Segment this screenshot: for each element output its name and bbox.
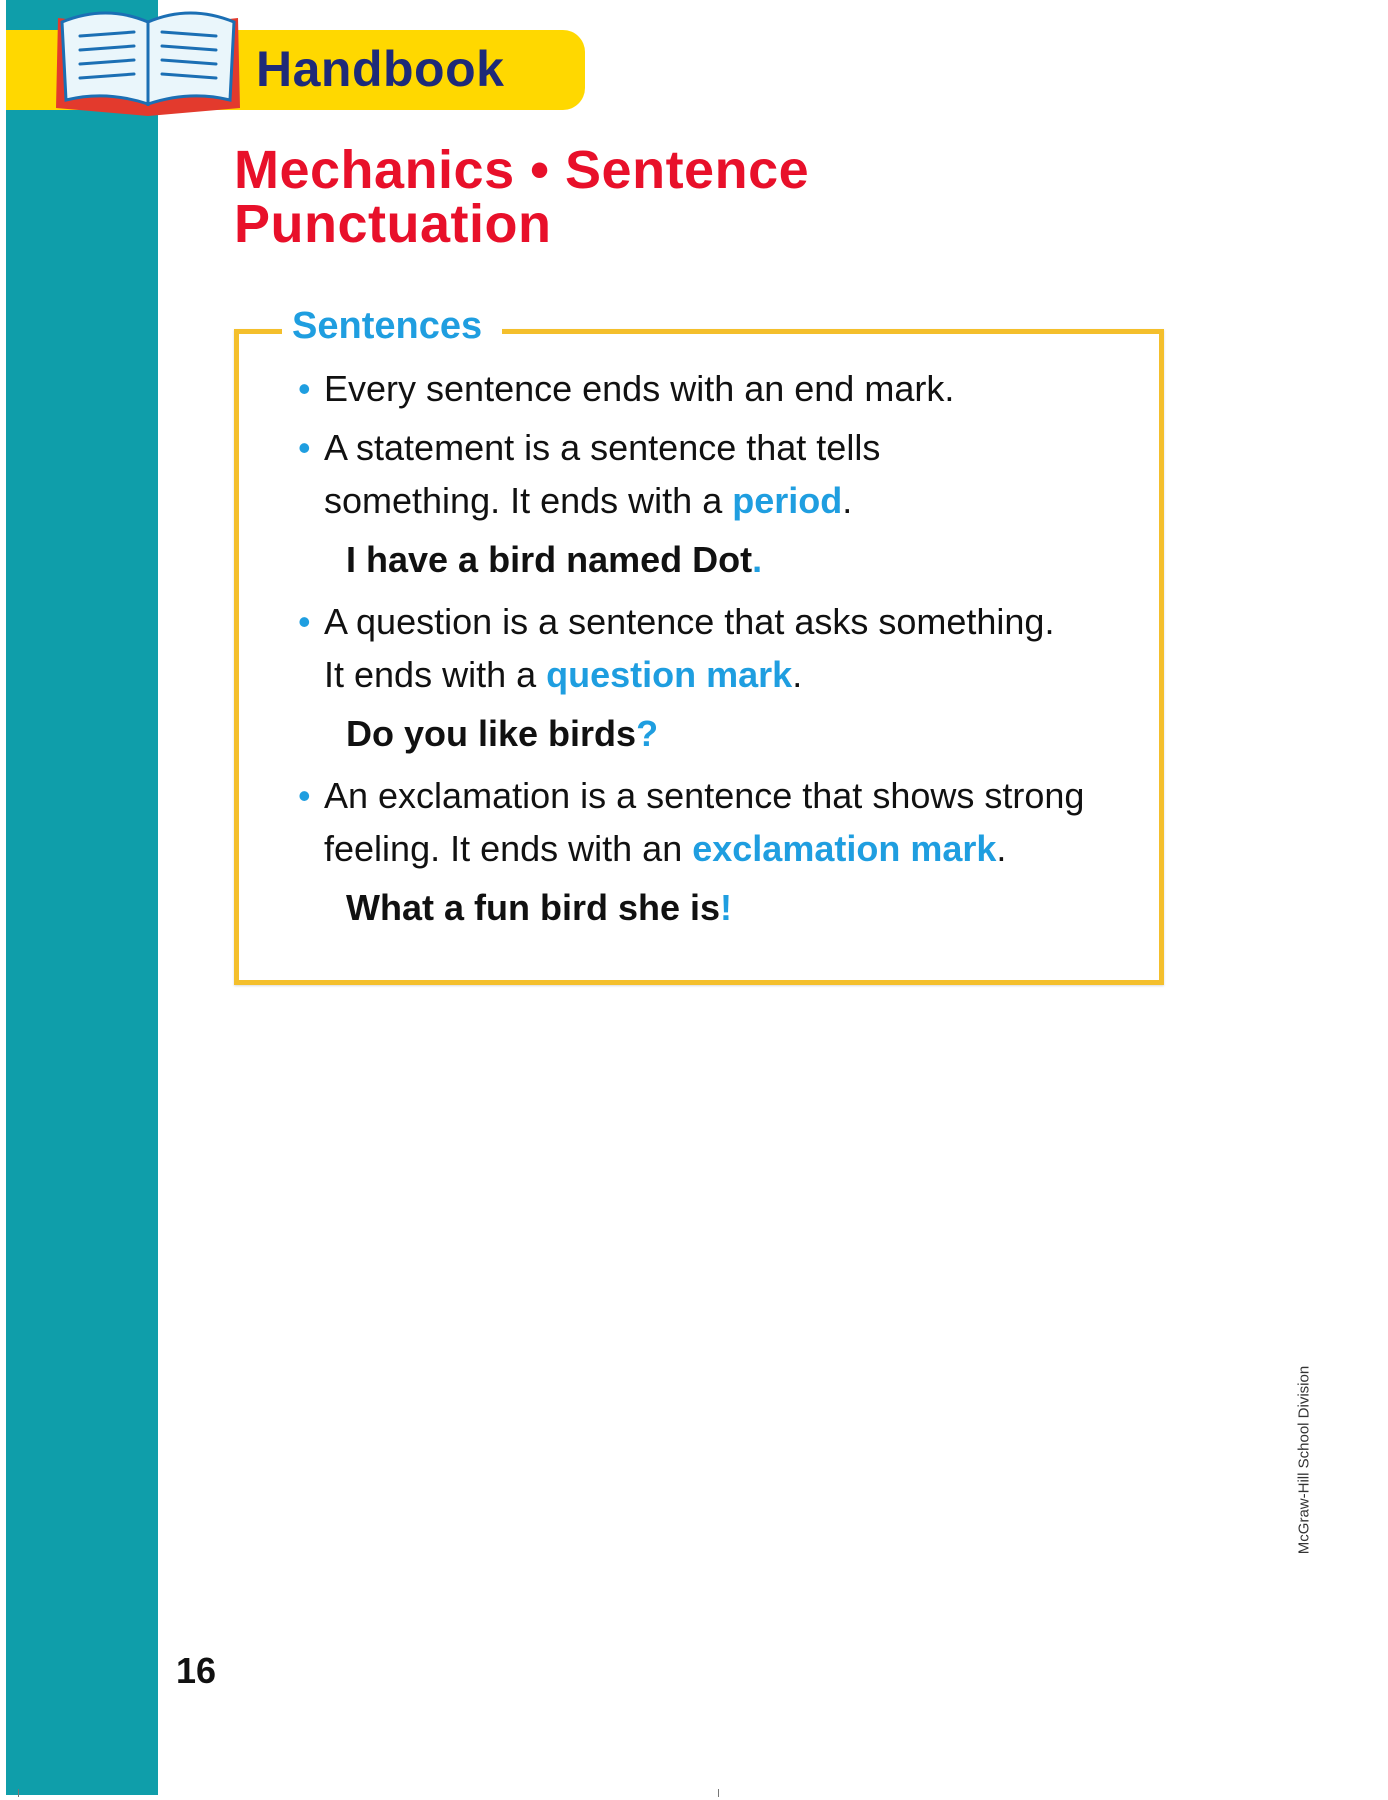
crop-mark [18, 1789, 19, 1797]
page-number: 16 [176, 1650, 217, 1691]
page-title-line2: Punctuation [234, 194, 552, 254]
example-end-mark: ? [636, 713, 659, 754]
rule-text-lead: It ends with a [324, 654, 547, 695]
example-sentence [298, 534, 1128, 586]
rule-item [298, 769, 1128, 875]
rule-text-lead: something. It ends with a [324, 480, 733, 521]
publisher-credit: McGraw-Hill School Division [1295, 1365, 1313, 1555]
crop-mark [718, 1789, 719, 1797]
rule-item [298, 362, 1128, 415]
example-end-mark: . [752, 539, 763, 580]
example-text: Do you like birds [346, 713, 637, 754]
rule-term: exclamation mark [692, 828, 997, 869]
rule-text-tail: . [842, 480, 853, 521]
example-sentence [298, 708, 1128, 760]
open-book-icon [48, 0, 248, 120]
rule-item [298, 421, 1128, 527]
rule-text: Every sentence ends with an end mark. [324, 368, 955, 409]
rule-text-lead: feeling. It ends with an [324, 828, 693, 869]
rule-text-tail: . [792, 654, 803, 695]
box-heading: Sentences [282, 303, 502, 349]
rule-text-tail: . [996, 828, 1007, 869]
example-sentence [298, 882, 1128, 934]
example-text: What a fun bird she is [346, 887, 721, 928]
rules-list [298, 362, 1128, 943]
page-title [234, 140, 810, 254]
bullet-icon: • [298, 601, 311, 642]
rule-term: period [732, 480, 843, 521]
bullet-icon: • [298, 427, 311, 468]
rule-text-line1: A question is a sentence that asks something. [324, 601, 1055, 642]
rule-item [298, 595, 1128, 701]
rule-text-line1: A statement is a sentence that tells [324, 427, 881, 468]
rule-term: question mark [546, 654, 793, 695]
example-end-mark: ! [720, 887, 733, 928]
example-text: I have a bird named Dot [346, 539, 753, 580]
rule-text-line1: An exclamation is a sentence that shows strong [324, 775, 1085, 816]
bullet-icon: • [298, 368, 311, 409]
bullet-icon: • [298, 775, 311, 816]
page-title-line1: Mechanics • Sentence [234, 140, 810, 200]
sidebar-band [6, 0, 158, 1795]
handbook-title: Handbook [256, 41, 505, 97]
